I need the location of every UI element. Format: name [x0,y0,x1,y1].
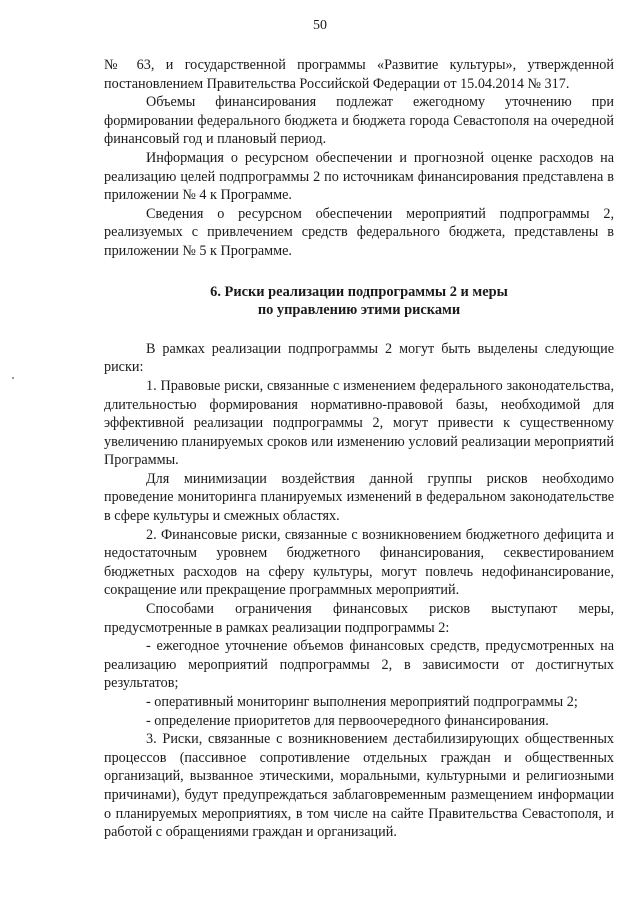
paragraph-federal-resources: Сведения о ресурсном обеспечении мероприятий подпрограммы 2, реализуемых с привлечением средств федерального бюджета, представлены в приложении № 5 к Программе. [104,205,614,259]
list-item-annual-update: - ежегодное уточнение объемов финансовых средств, предусмотренных на реализацию мероприятий подпрограммы 2, в зависимости от достигнутых результатов; [104,638,614,692]
page-body [104,56,614,842]
paragraph-financial-measures: Способами ограничения финансовых рисков выступают меры, предусмотренные в рамках реализации подпрограммы 2: [104,601,614,636]
scan-artifact-dot [12,377,14,379]
paragraph-social-risks: 3. Риски, связанные с возникновением дестабилизирующих общественных процессов (пассивное сопротивление отдельных граждан и общественных организаций, вызванное этическими, моральными, культурными и религиозными причинами), будут предупреждаться заблаговременным размещением информации о планируемых мероприятиях, в том числе на сайте Правительства Севастополя, и работой с обращениями граждан и организаций. [104,731,614,841]
list-item-monitoring: - оперативный мониторинг выполнения мероприятий подпрограммы 2; [146,694,578,710]
paragraph-risks-intro: В рамках реализации подпрограммы 2 могут быть выделены следующие риски: [104,340,614,376]
list-item-priorities: - определение приоритетов для первоочередного финансирования. [146,712,549,729]
paragraph-resource-info: Информация о ресурсном обеспечении и прогнозной оценке расходов на реализацию целей подпрограммы 2 по источникам финансирования представлена в приложении № 4 к Программе. [104,149,614,204]
paragraph-financial-risks: 2. Финансовые риски, связанные с возникновением бюджетного дефицита и недостаточным уровнем бюджетного финансирования, секвестированием бюджетных расходов на сферу культуры, могут повлечь недофинансирование, сокращение или прекращение программных мероприятий. [104,526,614,599]
paragraph-legal-risks-mitigation: Для минимизации воздействия данной группы рисков необходимо проведение мониторинга планируемых изменений в федеральном законодательстве в сфере культуры и смежных областях. [104,470,614,525]
page-number: 50 [313,18,327,33]
paragraph-financing-volume: Объемы финансирования подлежат ежегодному уточнению при формировании федерального бюджета и бюджета города Севастополя на очередной финансовый год и плановый период. [104,94,614,148]
section-heading-line-1: 6. Риски реализации подпрограммы 2 и меры [210,283,508,300]
paragraph-continuation: № 63, и государственной программы «Развитие культуры», утвержденной постановлением Правительства Российской Федерации от 15.04.2014 № 317. [104,57,614,92]
paragraph-legal-risks: 1. Правовые риски, связанные с изменением федерального законодательства, длительностью формирования нормативно-правовой базы, необходимой для эффективной реализации подпрограммы 2, могут привести к существенному увеличению планируемых сроков или изменению условий реализации мероприятий Программы. [104,377,614,469]
section-heading-line-2: по управлению этими рисками [257,302,461,319]
section-heading [104,283,614,320]
